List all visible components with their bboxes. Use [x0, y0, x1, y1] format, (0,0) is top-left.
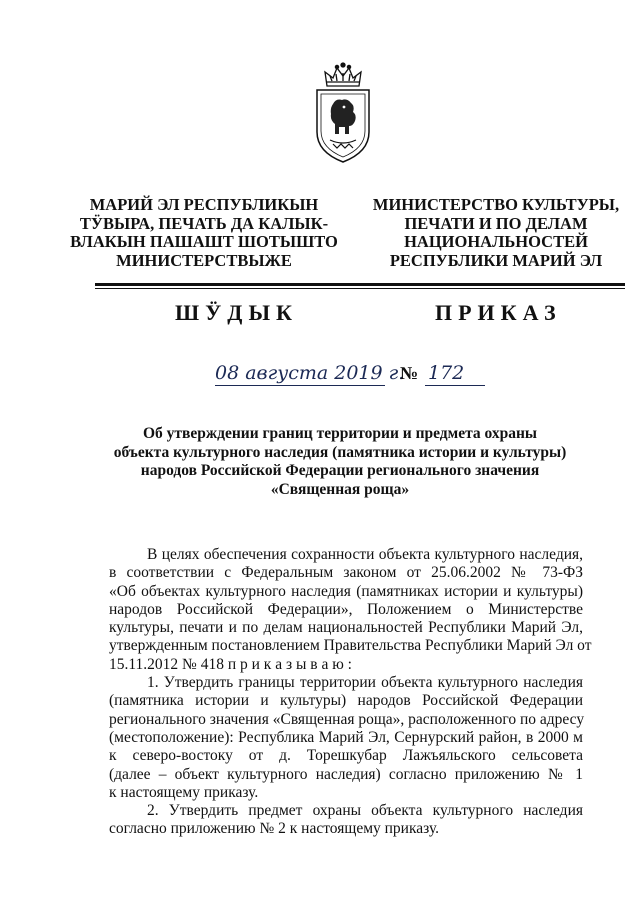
subject-line: «Священная роща» — [270, 480, 410, 498]
header-left-line: МАРИЙ ЭЛ РЕСПУБЛИКЫН — [89, 195, 319, 214]
header-left-line: ТӰВЫРА, ПЕЧАТЬ ДА КАЛЫК- — [79, 213, 329, 233]
body-line: 15.11.2012 № 418 п р и к а з ы в а ю : — [109, 655, 352, 673]
header-left-line: ВЛАКЫН ПАШАШТ ШОТЫШТО — [70, 232, 338, 251]
body-line: (памятника истории и культуры) народов Российской Федерации — [109, 692, 583, 710]
header-russian-ministry-name — [352, 196, 640, 270]
body-line: В целях обеспечения сохранности объекта культурного наследия, — [147, 546, 583, 563]
subject-line: объекта культурного наследия (памятника истории и культуры) — [113, 443, 567, 461]
body-line: к северо-востоку от д. Торешкубар Лажъяльского сельсовета — [109, 747, 583, 765]
header-right-line: МИНИСТЕРСТВО КУЛЬТУРЫ, — [372, 195, 620, 214]
header-right-line: НАЦИОНАЛЬНОСТЕЙ — [404, 232, 588, 251]
doc-type-russian: ПРИКАЗ — [435, 300, 562, 325]
body-line: народов Российской Федерации», Положением о Министерстве — [109, 600, 583, 618]
order-number-sign: № — [400, 363, 419, 383]
body-line: 2. Утвердить предмет охраны объекта культурного наследия — [147, 802, 583, 820]
order-date: 08 августа 2019 г. — [215, 362, 405, 384]
subject-line: Об утверждении границ территории и предмета охраны — [142, 425, 538, 442]
order-body — [109, 546, 592, 839]
header-right-line: ПЕЧАТИ И ПО ДЕЛАМ — [404, 213, 588, 233]
body-line: (далее – объект культурного наследия) согласно приложению № 1 — [109, 765, 583, 783]
body-line: утвержденным постановлением Правительства Республики Марий Эл от — [109, 637, 592, 655]
body-line: согласно приложению № 2 к настоящему приказу. — [109, 820, 440, 838]
body-line: в соответствии с Федеральным законом от 25.06.2002 № 73-ФЗ — [109, 564, 583, 582]
body-line: (местоположение): Республика Марий Эл, Сернурский район, в 2000 м — [109, 728, 583, 746]
header-right-line: РЕСПУБЛИКИ МАРИЙ ЭЛ — [389, 250, 603, 270]
header-mari-ministry-name — [60, 196, 348, 270]
body-line: культуры, печати и по делам национальностей Республики Марий Эл, — [109, 619, 583, 637]
order-subject — [95, 425, 585, 499]
header-divider-thin — [95, 288, 625, 289]
body-line: «Об объектах культурного наследия (памятниках истории и культуры) — [109, 582, 583, 600]
date-underline — [215, 385, 385, 386]
coat-of-arms-emblem — [303, 60, 383, 170]
header-divider-thick — [95, 283, 625, 286]
body-line: регионального значения «Священная роща», расположенного по адресу — [109, 710, 585, 728]
order-date-number — [215, 360, 495, 392]
doc-type-mari: ШӰДЫК — [175, 300, 298, 325]
order-number: 172 — [428, 362, 465, 384]
body-line: к настоящему приказу. — [109, 783, 259, 801]
number-underline — [425, 385, 485, 386]
header-left-line: МИНИСТЕРСТВЫЖЕ — [116, 250, 292, 270]
subject-line: народов Российской Федерации регионального значения — [140, 462, 540, 479]
body-line: 1. Утвердить границы территории объекта культурного наследия — [147, 674, 583, 692]
